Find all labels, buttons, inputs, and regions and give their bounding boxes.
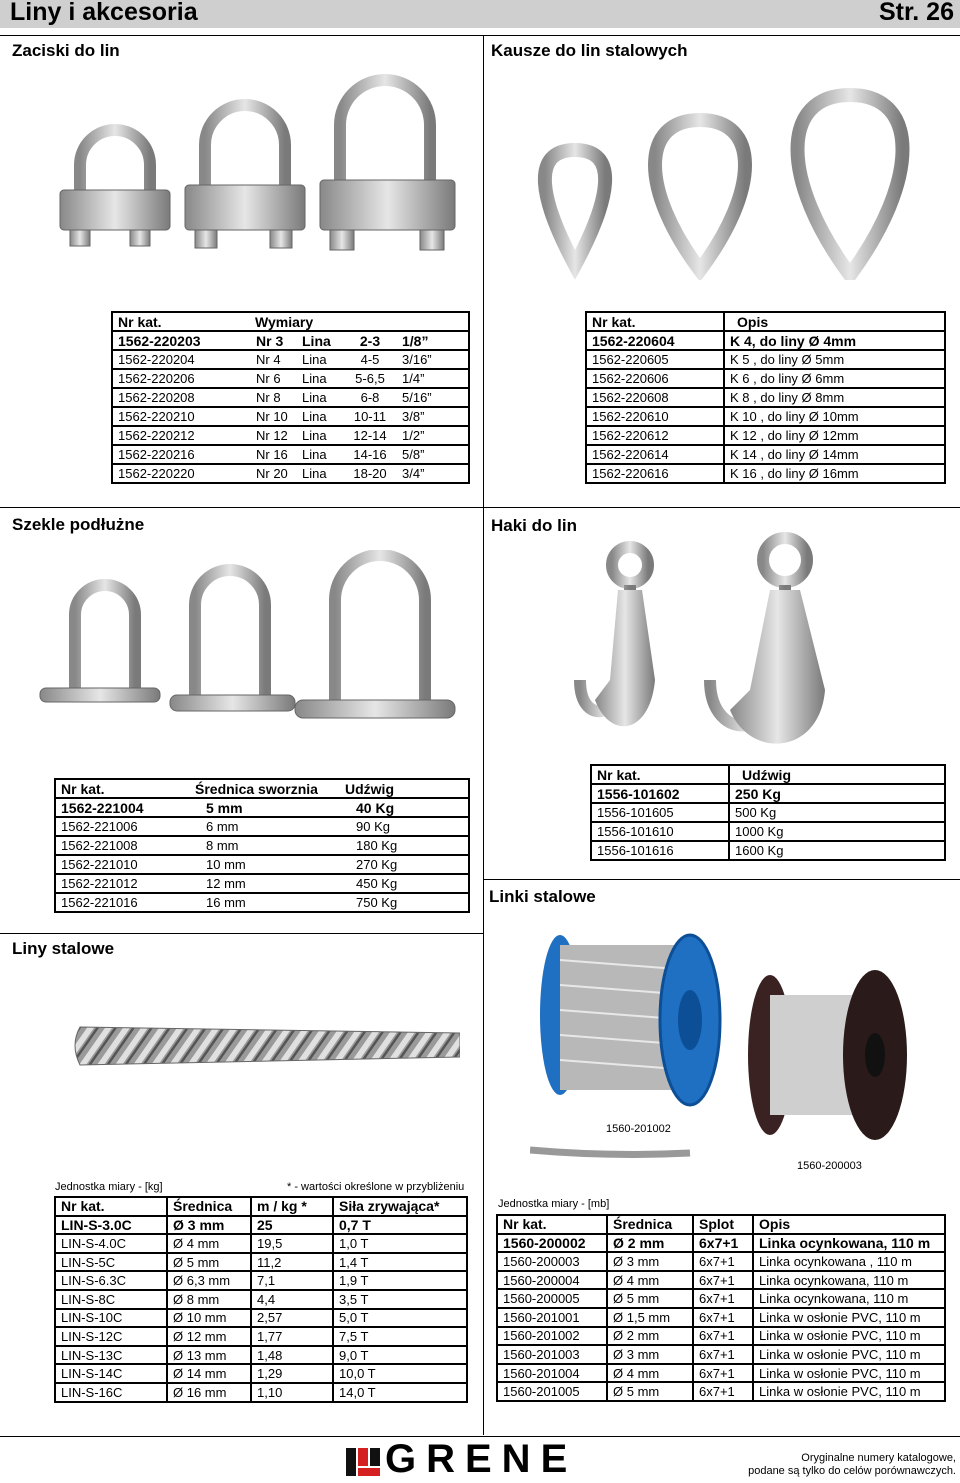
table-cell: 1562-220616 (586, 464, 724, 483)
table-row (497, 1289, 945, 1308)
table-cell: Nr 3 (251, 331, 297, 350)
col-header: Udźwig (340, 779, 469, 798)
col-header: Opis (753, 1215, 945, 1234)
table-cell: K 10 , do liny Ø 10mm (724, 407, 945, 426)
table-cell: Linka w osłonie PVC, 110 m (753, 1345, 945, 1364)
col-header: Nr kat. (112, 312, 251, 331)
table-row (497, 1234, 945, 1253)
section-title-haki: Haki do lin (491, 516, 577, 535)
steel-rope-photo (60, 1015, 460, 1075)
table-cell: Ø 4 mm (607, 1364, 693, 1383)
table-row (497, 1327, 945, 1346)
table-header-row (591, 765, 945, 784)
table-cell: 2-3 (343, 331, 397, 350)
table-row (55, 817, 469, 836)
table-cell: 1556-101602 (591, 784, 729, 803)
table-cell: Lina (297, 407, 343, 426)
table-cell: 1562-220604 (586, 331, 724, 350)
table-cell: 1,0 T (333, 1234, 467, 1253)
table-row (586, 388, 945, 407)
table-row (586, 407, 945, 426)
table-row (112, 407, 469, 426)
table-cell: Nr 12 (251, 426, 297, 445)
table-cell: 1560-201004 (497, 1364, 607, 1383)
table-cell: 10-11 (343, 407, 397, 426)
table-cell: 1560-200004 (497, 1271, 607, 1290)
table-cell: Lina (297, 369, 343, 388)
table-cell: 10 mm (190, 855, 340, 874)
table-cell: 6x7+1 (693, 1308, 753, 1327)
table-cell: Ø 5 mm (607, 1382, 693, 1401)
table-header-row (497, 1215, 945, 1234)
table-cell: Ø 8 mm (167, 1290, 251, 1309)
table-cell: Ø 14 mm (167, 1364, 251, 1383)
table-cell: 1,77 (251, 1327, 333, 1346)
table-cell: 1562-220605 (586, 350, 724, 369)
table-row (497, 1364, 945, 1383)
table-header-row (55, 779, 469, 798)
col-header: Opis (724, 312, 945, 331)
table-row (112, 388, 469, 407)
table-cell: 1560-200002 (497, 1234, 607, 1253)
table-cell: 6x7+1 (693, 1364, 753, 1383)
table-cell: 1562-221008 (55, 836, 190, 855)
table-cell: 6-8 (343, 388, 397, 407)
table-cell: LIN-S-10C (55, 1309, 167, 1328)
table-cell: 6x7+1 (693, 1289, 753, 1308)
table-cell: 1/2” (397, 426, 469, 445)
table-cell: LIN-S-3.0C (55, 1216, 167, 1235)
table-cell: LIN-S-16C (55, 1383, 167, 1402)
table-row (55, 893, 469, 912)
table-cell: 4,4 (251, 1290, 333, 1309)
col-header: Średnica (607, 1215, 693, 1234)
table-cell: Linka w osłonie PVC, 110 m (753, 1327, 945, 1346)
table-cell: 10,0 T (333, 1364, 467, 1383)
table-cell: 3/16” (397, 350, 469, 369)
wire-rope-clips-photo (40, 70, 460, 260)
table-cell: Lina (297, 464, 343, 483)
section-title-kausze: Kausze do lin stalowych (491, 41, 688, 60)
table-cell: Lina (297, 445, 343, 464)
divider (0, 35, 960, 36)
table-cell: 12-14 (343, 426, 397, 445)
table-cell: LIN-S-12C (55, 1327, 167, 1346)
table-header-row (112, 312, 469, 331)
table-cell: 14-16 (343, 445, 397, 464)
table-cell: 1562-220212 (112, 426, 251, 445)
table-cell: Linka w osłonie PVC, 110 m (753, 1364, 945, 1383)
table-cell: Ø 3 mm (607, 1252, 693, 1271)
wire-reels-photo (530, 925, 930, 1165)
table-cell: K 14 , do liny Ø 14mm (724, 445, 945, 464)
table-cell: 1600 Kg (729, 841, 945, 860)
table-cell: 3/4” (397, 464, 469, 483)
table-cell: 450 Kg (340, 874, 469, 893)
table-cell: K 12 , do liny Ø 12mm (724, 426, 945, 445)
col-header: Siła zrywająca* (333, 1197, 467, 1216)
col-header: Nr kat. (497, 1215, 607, 1234)
table-cell: 0,7 T (333, 1216, 467, 1235)
table-row (55, 798, 469, 817)
page-number: Str. 26 (878, 0, 954, 26)
table-cell: 1556-101605 (591, 803, 729, 822)
table-cell: Nr 16 (251, 445, 297, 464)
table-row (497, 1252, 945, 1271)
table-cell: Linka w osłonie PVC, 110 m (753, 1308, 945, 1327)
table-cell: Linka ocynkowana, 110 m (753, 1271, 945, 1290)
table-cell: 1/4” (397, 369, 469, 388)
table-cell: 500 Kg (729, 803, 945, 822)
table-cell: LIN-S-8C (55, 1290, 167, 1309)
divider (483, 507, 960, 508)
table-cell: 1560-200003 (497, 1252, 607, 1271)
brand-logo-text: GRENE (385, 1437, 578, 1481)
table-row (112, 350, 469, 369)
table-cell: LIN-S-6.3C (55, 1271, 167, 1290)
footer-note-line2: podane są tylko do celów porównawczych. (748, 1465, 956, 1477)
grene-logo-mark (346, 1448, 380, 1476)
divider (0, 933, 483, 934)
table-row (586, 331, 945, 350)
table-cell: 1562-220220 (112, 464, 251, 483)
divider (483, 879, 960, 880)
table-cell: 1562-220610 (586, 407, 724, 426)
table-cell: 1562-221016 (55, 893, 190, 912)
approx-note: * - wartości określone w przybliżeniu (287, 1181, 465, 1193)
table-row (586, 464, 945, 483)
table-cell: 1562-220216 (112, 445, 251, 464)
table-row (55, 1346, 467, 1365)
table-cell: 5-6,5 (343, 369, 397, 388)
unit-note-mb: Jednostka miary - [mb] (498, 1198, 610, 1210)
table-row (497, 1308, 945, 1327)
table-row (586, 426, 945, 445)
table-cell: 1560-200005 (497, 1289, 607, 1308)
table-cell: 12 mm (190, 874, 340, 893)
table-cell: 250 Kg (729, 784, 945, 803)
table-cell: 9,0 T (333, 1346, 467, 1365)
table-row (55, 836, 469, 855)
table-cell: Lina (297, 331, 343, 350)
column-divider (483, 35, 484, 1435)
table-cell: 6x7+1 (693, 1382, 753, 1401)
table-cell: 1562-220208 (112, 388, 251, 407)
table-cell: Ø 5 mm (607, 1289, 693, 1308)
hooks-photo (570, 530, 870, 750)
table-cell: 1562-220203 (112, 331, 251, 350)
table-row (112, 445, 469, 464)
table-cell: Ø 12 mm (167, 1327, 251, 1346)
table-cell: 1/8” (397, 331, 469, 350)
table-cell: K 5 , do liny Ø 5mm (724, 350, 945, 369)
table-cell: 1,4 T (333, 1253, 467, 1272)
table-cell: 6x7+1 (693, 1252, 753, 1271)
col-header: Średnica sworznia (190, 779, 340, 798)
table-cell: 6x7+1 (693, 1327, 753, 1346)
table-cell: 6x7+1 (693, 1271, 753, 1290)
table-cell: Ø 1,5 mm (607, 1308, 693, 1327)
table-cell: Nr 6 (251, 369, 297, 388)
section-title-zaciski: Zaciski do lin (12, 41, 120, 60)
thimbles-photo (530, 80, 930, 280)
table-cell: Ø 3 mm (607, 1345, 693, 1364)
table-cell: 1562-220210 (112, 407, 251, 426)
table-cell: 2,57 (251, 1309, 333, 1328)
table-cell: K 4, do liny Ø 4mm (724, 331, 945, 350)
table-cell: Lina (297, 426, 343, 445)
table-cell: Lina (297, 388, 343, 407)
table-cell: Ø 10 mm (167, 1309, 251, 1328)
table-row (55, 1309, 467, 1328)
table-row (497, 1345, 945, 1364)
section-title-szekle: Szekle podłużne (12, 515, 145, 534)
table-cell: 5/8” (397, 445, 469, 464)
table-cell: 750 Kg (340, 893, 469, 912)
table-cell: 40 Kg (340, 798, 469, 817)
table-cell: 6x7+1 (693, 1345, 753, 1364)
table-cell: 5 mm (190, 798, 340, 817)
table-cell: 5/16” (397, 388, 469, 407)
table-cell: 4-5 (343, 350, 397, 369)
table-cell: 180 Kg (340, 836, 469, 855)
table-cell: 1000 Kg (729, 822, 945, 841)
col-header: m / kg * (251, 1197, 333, 1216)
table-cell: 1562-221010 (55, 855, 190, 874)
footer-note (748, 1452, 956, 1478)
table-row (55, 1383, 467, 1402)
table-cell: Ø 16 mm (167, 1383, 251, 1402)
table-cell: 1562-220204 (112, 350, 251, 369)
table-cell: Ø 3 mm (167, 1216, 251, 1235)
table-cell: 1,48 (251, 1346, 333, 1365)
table-cell: 1560-201001 (497, 1308, 607, 1327)
table-cell: 1,9 T (333, 1271, 467, 1290)
linki-table (496, 1214, 946, 1402)
table-cell: Linka ocynkowana, 110 m (753, 1289, 945, 1308)
table-row (586, 445, 945, 464)
table-cell: Linka ocynkowana, 110 m (753, 1234, 945, 1253)
table-row (586, 350, 945, 369)
table-cell: LIN-S-14C (55, 1364, 167, 1383)
table-cell: 25 (251, 1216, 333, 1235)
table-cell: 1560-201002 (497, 1327, 607, 1346)
section-title-liny: Liny stalowe (12, 939, 115, 958)
table-cell: 19,5 (251, 1234, 333, 1253)
table-cell: 1562-220614 (586, 445, 724, 464)
table-cell: 1556-101616 (591, 841, 729, 860)
table-row (55, 874, 469, 893)
table-cell: Ø 5 mm (167, 1253, 251, 1272)
table-cell: Ø 13 mm (167, 1346, 251, 1365)
divider (0, 507, 483, 508)
col-header: Nr kat. (586, 312, 724, 331)
table-row (55, 1253, 467, 1272)
table-row (591, 822, 945, 841)
kausze-table (585, 311, 946, 484)
table-row (497, 1271, 945, 1290)
table-cell: K 6 , do liny Ø 6mm (724, 369, 945, 388)
table-cell: 1562-221012 (55, 874, 190, 893)
table-row (591, 803, 945, 822)
table-cell: K 16 , do liny Ø 16mm (724, 464, 945, 483)
table-row (112, 369, 469, 388)
table-cell: 3/8” (397, 407, 469, 426)
table-header-row (55, 1197, 467, 1216)
table-cell: Nr 10 (251, 407, 297, 426)
table-row (112, 464, 469, 483)
unit-note-kg: Jednostka miary - [kg] (55, 1181, 163, 1193)
table-cell: 1560-201005 (497, 1382, 607, 1401)
col-header: Wymiary (251, 312, 469, 331)
table-cell: 1562-221006 (55, 817, 190, 836)
table-row (591, 784, 945, 803)
table-row (497, 1382, 945, 1401)
page-title: Liny i akcesoria (10, 0, 198, 26)
table-cell: 270 Kg (340, 855, 469, 874)
table-row (55, 1271, 467, 1290)
col-header: Nr kat. (55, 1197, 167, 1216)
table-cell: 7,1 (251, 1271, 333, 1290)
table-cell: 5,0 T (333, 1309, 467, 1328)
table-cell: Ø 2 mm (607, 1234, 693, 1253)
col-header: Nr kat. (55, 779, 190, 798)
table-cell: 11,2 (251, 1253, 333, 1272)
table-cell: LIN-S-5C (55, 1253, 167, 1272)
table-cell: Ø 2 mm (607, 1327, 693, 1346)
table-row (112, 331, 469, 350)
table-cell: Lina (297, 350, 343, 369)
col-header: Splot (693, 1215, 753, 1234)
table-row (55, 1290, 467, 1309)
caption-reel-black: 1560-200003 (797, 1160, 862, 1172)
table-header-row (586, 312, 945, 331)
haki-table (590, 764, 946, 861)
table-cell: 16 mm (190, 893, 340, 912)
table-cell: 8 mm (190, 836, 340, 855)
table-row (55, 855, 469, 874)
col-header: Udźwig (729, 765, 945, 784)
table-cell: 3,5 T (333, 1290, 467, 1309)
table-row (55, 1364, 467, 1383)
table-cell: 1562-221004 (55, 798, 190, 817)
table-row (55, 1327, 467, 1346)
table-cell: Nr 4 (251, 350, 297, 369)
table-cell: 6 mm (190, 817, 340, 836)
table-cell: 1556-101610 (591, 822, 729, 841)
shackles-photo (30, 550, 460, 730)
table-cell: 18-20 (343, 464, 397, 483)
table-row (591, 841, 945, 860)
table-cell: LIN-S-13C (55, 1346, 167, 1365)
table-cell: 1562-220612 (586, 426, 724, 445)
table-cell: 1562-220606 (586, 369, 724, 388)
table-cell: 1,29 (251, 1364, 333, 1383)
col-header: Średnica (167, 1197, 251, 1216)
table-cell: 14,0 T (333, 1383, 467, 1402)
table-cell: K 8 , do liny Ø 8mm (724, 388, 945, 407)
table-row (55, 1234, 467, 1253)
table-cell: 90 Kg (340, 817, 469, 836)
table-cell: LIN-S-4.0C (55, 1234, 167, 1253)
szekle-table (54, 778, 470, 913)
table-cell: 1562-220608 (586, 388, 724, 407)
table-cell: 1,10 (251, 1383, 333, 1402)
table-cell: 1560-201003 (497, 1345, 607, 1364)
liny-table (54, 1196, 468, 1403)
caption-reel-blue: 1560-201002 (606, 1123, 671, 1135)
table-cell: Ø 4 mm (607, 1271, 693, 1290)
table-cell: 1562-220206 (112, 369, 251, 388)
table-cell: 6x7+1 (693, 1234, 753, 1253)
table-cell: Ø 6,3 mm (167, 1271, 251, 1290)
col-header: Nr kat. (591, 765, 729, 784)
zaciski-table (111, 311, 470, 484)
footer-note-line1: Oryginalne numery katalogowe, (801, 1452, 956, 1464)
table-cell: Nr 8 (251, 388, 297, 407)
table-cell: Nr 20 (251, 464, 297, 483)
table-row (55, 1216, 467, 1235)
table-row (586, 369, 945, 388)
table-cell: Linka w osłonie PVC, 110 m (753, 1382, 945, 1401)
table-cell: 7,5 T (333, 1327, 467, 1346)
section-title-linki: Linki stalowe (489, 887, 596, 906)
table-cell: Ø 4 mm (167, 1234, 251, 1253)
table-cell: Linka ocynkowana , 110 m (753, 1252, 945, 1271)
table-row (112, 426, 469, 445)
